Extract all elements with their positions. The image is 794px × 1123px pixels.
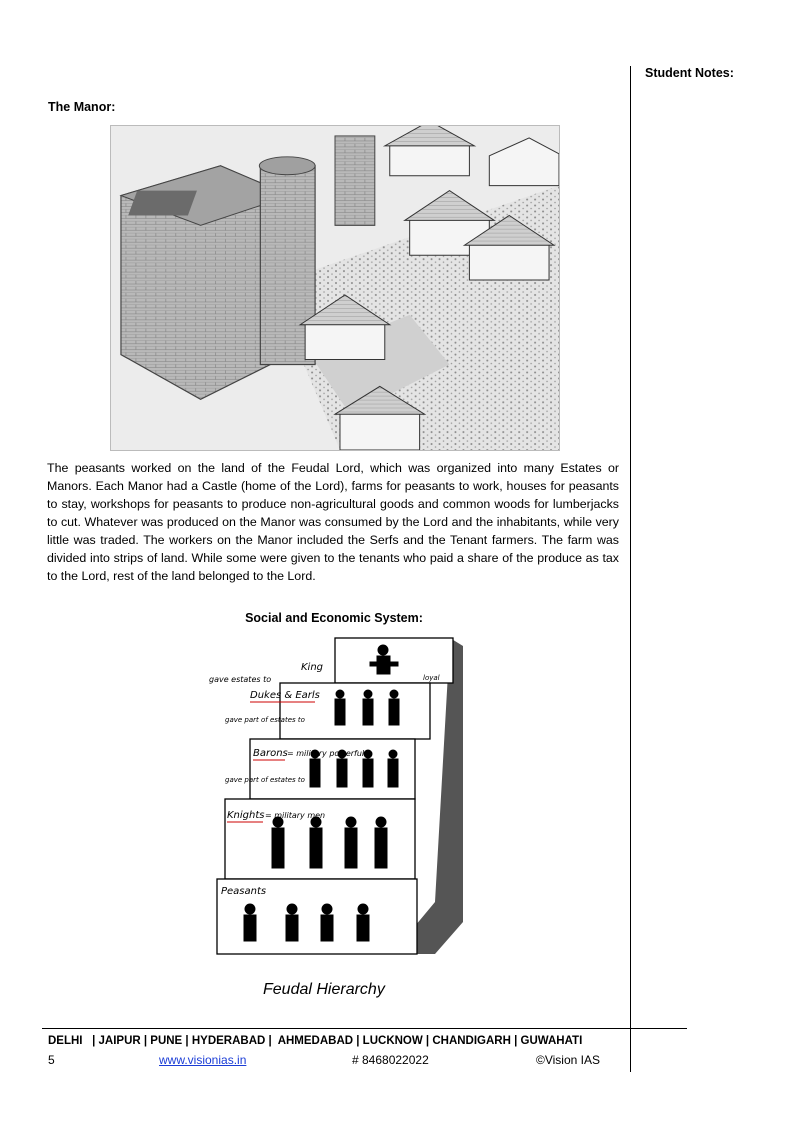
footer-phone: # 8468022022: [352, 1053, 429, 1067]
annotation-knights-note: = military men: [265, 811, 326, 820]
tier-label-dukes-earls: Dukes & Earls: [250, 690, 320, 701]
tier-label-king: King: [301, 662, 324, 673]
annotation-gave-estates: gave estates to: [209, 675, 272, 684]
tier-label-peasants: Peasants: [221, 886, 267, 897]
annotation-barons-note: = military powerful: [287, 749, 365, 758]
annotation-gave-part-1: gave part of estates to: [225, 716, 305, 724]
footer-brand: ©Vision IAS: [536, 1053, 600, 1067]
page-number: 5: [48, 1053, 55, 1067]
website-link[interactable]: www.visionias.in: [159, 1053, 247, 1067]
annotation-loyal: loyal: [423, 674, 440, 682]
feudal-hierarchy-diagram: [205, 632, 467, 1002]
social-economic-heading: Social and Economic System:: [245, 611, 423, 625]
tier-label-barons: Barons: [253, 748, 288, 759]
tier-label-knights: Knights: [227, 810, 265, 821]
notes-divider-line: [630, 66, 631, 1072]
footer-cities: DELHI | JAIPUR | PUNE | HYDERABAD | AHMEDABAD | LUCKNOW | CHANDIGARH | GUWAHATI: [48, 1035, 583, 1047]
manor-paragraph: The peasants worked on the land of the Feudal Lord, which was organized into many Estates or Manors. Each Manor had a Castle (home of the Lord), farms for peasants to work, houses for peasants to stay, workshops for peasants to produce non-agricultural goods and common woods for lumberjacks to cut. Whatever was produced on the Manor was consumed by the Lord and the inhabitants, while very little was traded. The workers on the Manor included the Serfs and the Tenant farmers. The farm was divided into strips of land. While some were given to the tenants who paid a share of the produce as tax to the Lord, rest of the land belonged to the Lord.: [47, 461, 619, 583]
student-notes-label: Student Notes:: [645, 66, 734, 80]
feudal-hierarchy-caption: Feudal Hierarchy: [263, 981, 385, 998]
manor-illustration: [110, 125, 560, 451]
annotation-gave-part-2: gave part of estates to: [225, 776, 305, 784]
manor-heading: The Manor:: [48, 100, 116, 114]
footer-rule: [42, 1028, 687, 1029]
